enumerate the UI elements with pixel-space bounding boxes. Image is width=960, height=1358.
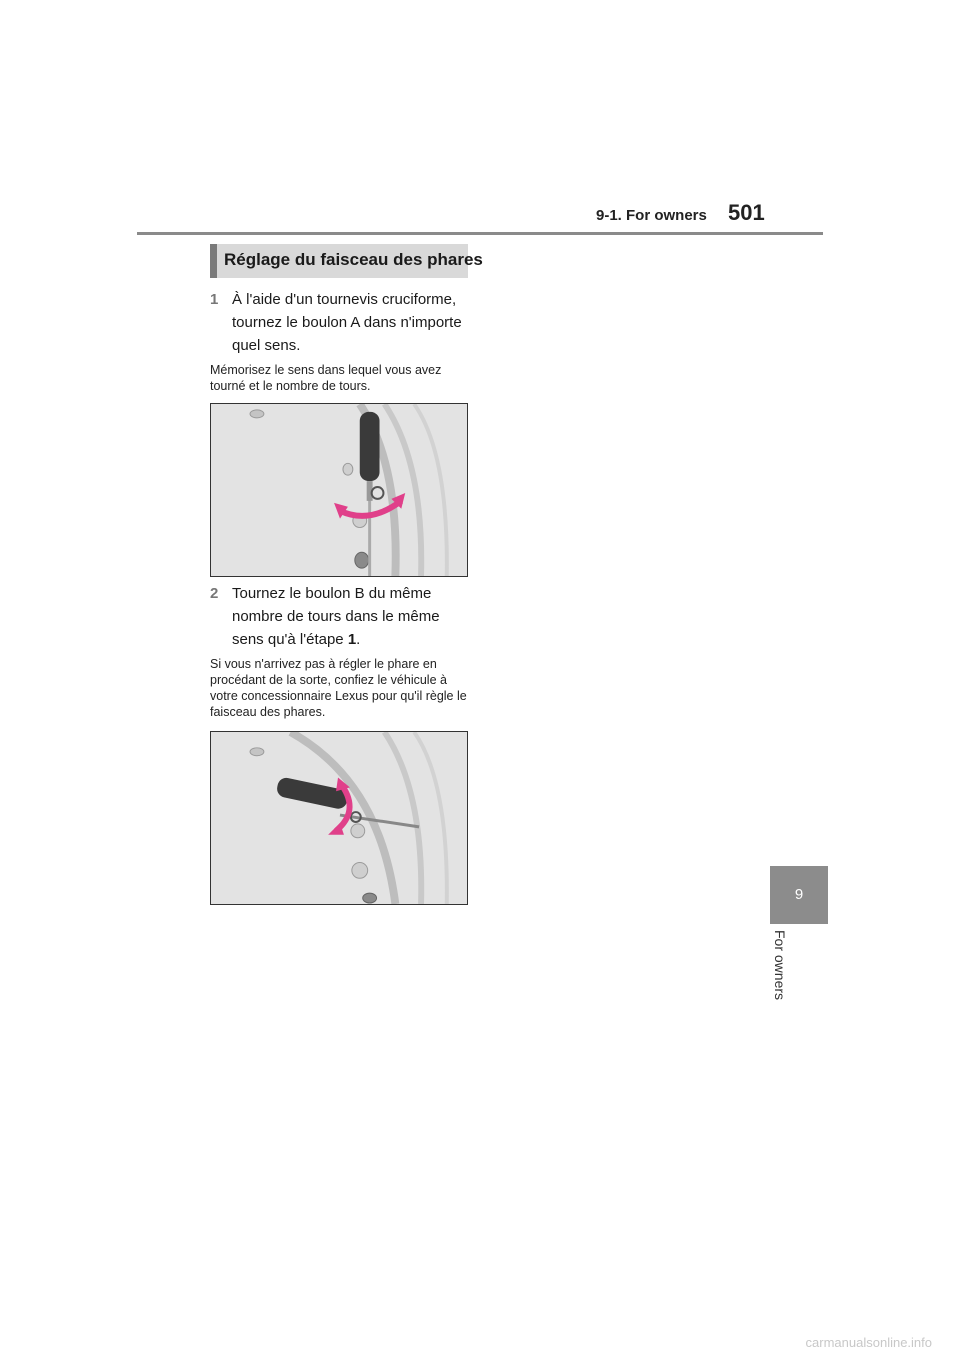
chapter-tab: 9	[770, 866, 828, 924]
figure-bolt-a-drawing	[211, 404, 467, 576]
step-1-number: 1	[210, 291, 219, 308]
step-2-number: 2	[210, 585, 219, 602]
footer-watermark-text: carmanualsonline.info	[805, 1335, 932, 1350]
step-1-text: À l'aide d'un tournevis cruciforme, tournez le boulon A dans n'importe quel sens.	[232, 291, 462, 354]
section-heading-text: Réglage du faisceau des phares	[224, 250, 483, 269]
step-2-text-main: Tournez le boulon B du même nombre de tours dans le même sens qu'à l'étape	[232, 585, 440, 648]
note-2: Si vous n'arrivez pas à régler le phare en procédant de la sorte, confiez le véhicule à votre concessionnaire Lexus pour qu'il règle le faisceau des phares.	[210, 657, 467, 719]
section-heading	[210, 244, 483, 278]
chapter-label-text: For owners	[772, 930, 788, 1001]
header-section-title: 9-1. For owners	[596, 207, 707, 224]
step-2-ref: 1	[347, 631, 357, 648]
figure-bolt-a	[210, 403, 468, 577]
page-number: 501	[728, 200, 765, 225]
figure-bolt-b-drawing	[211, 732, 467, 904]
chapter-label	[770, 930, 790, 1010]
note-1: Mémorisez le sens dans lequel vous avez tourné et le nombre de tours.	[210, 363, 442, 393]
section-heading-bar	[210, 244, 217, 278]
footer-watermark	[0, 1335, 960, 1350]
header-divider	[137, 232, 823, 235]
step-1	[210, 288, 472, 357]
step-2	[210, 582, 472, 651]
step-2-text	[232, 582, 472, 651]
figure-bolt-b	[210, 731, 468, 905]
step-2-text-end: .	[356, 631, 361, 648]
